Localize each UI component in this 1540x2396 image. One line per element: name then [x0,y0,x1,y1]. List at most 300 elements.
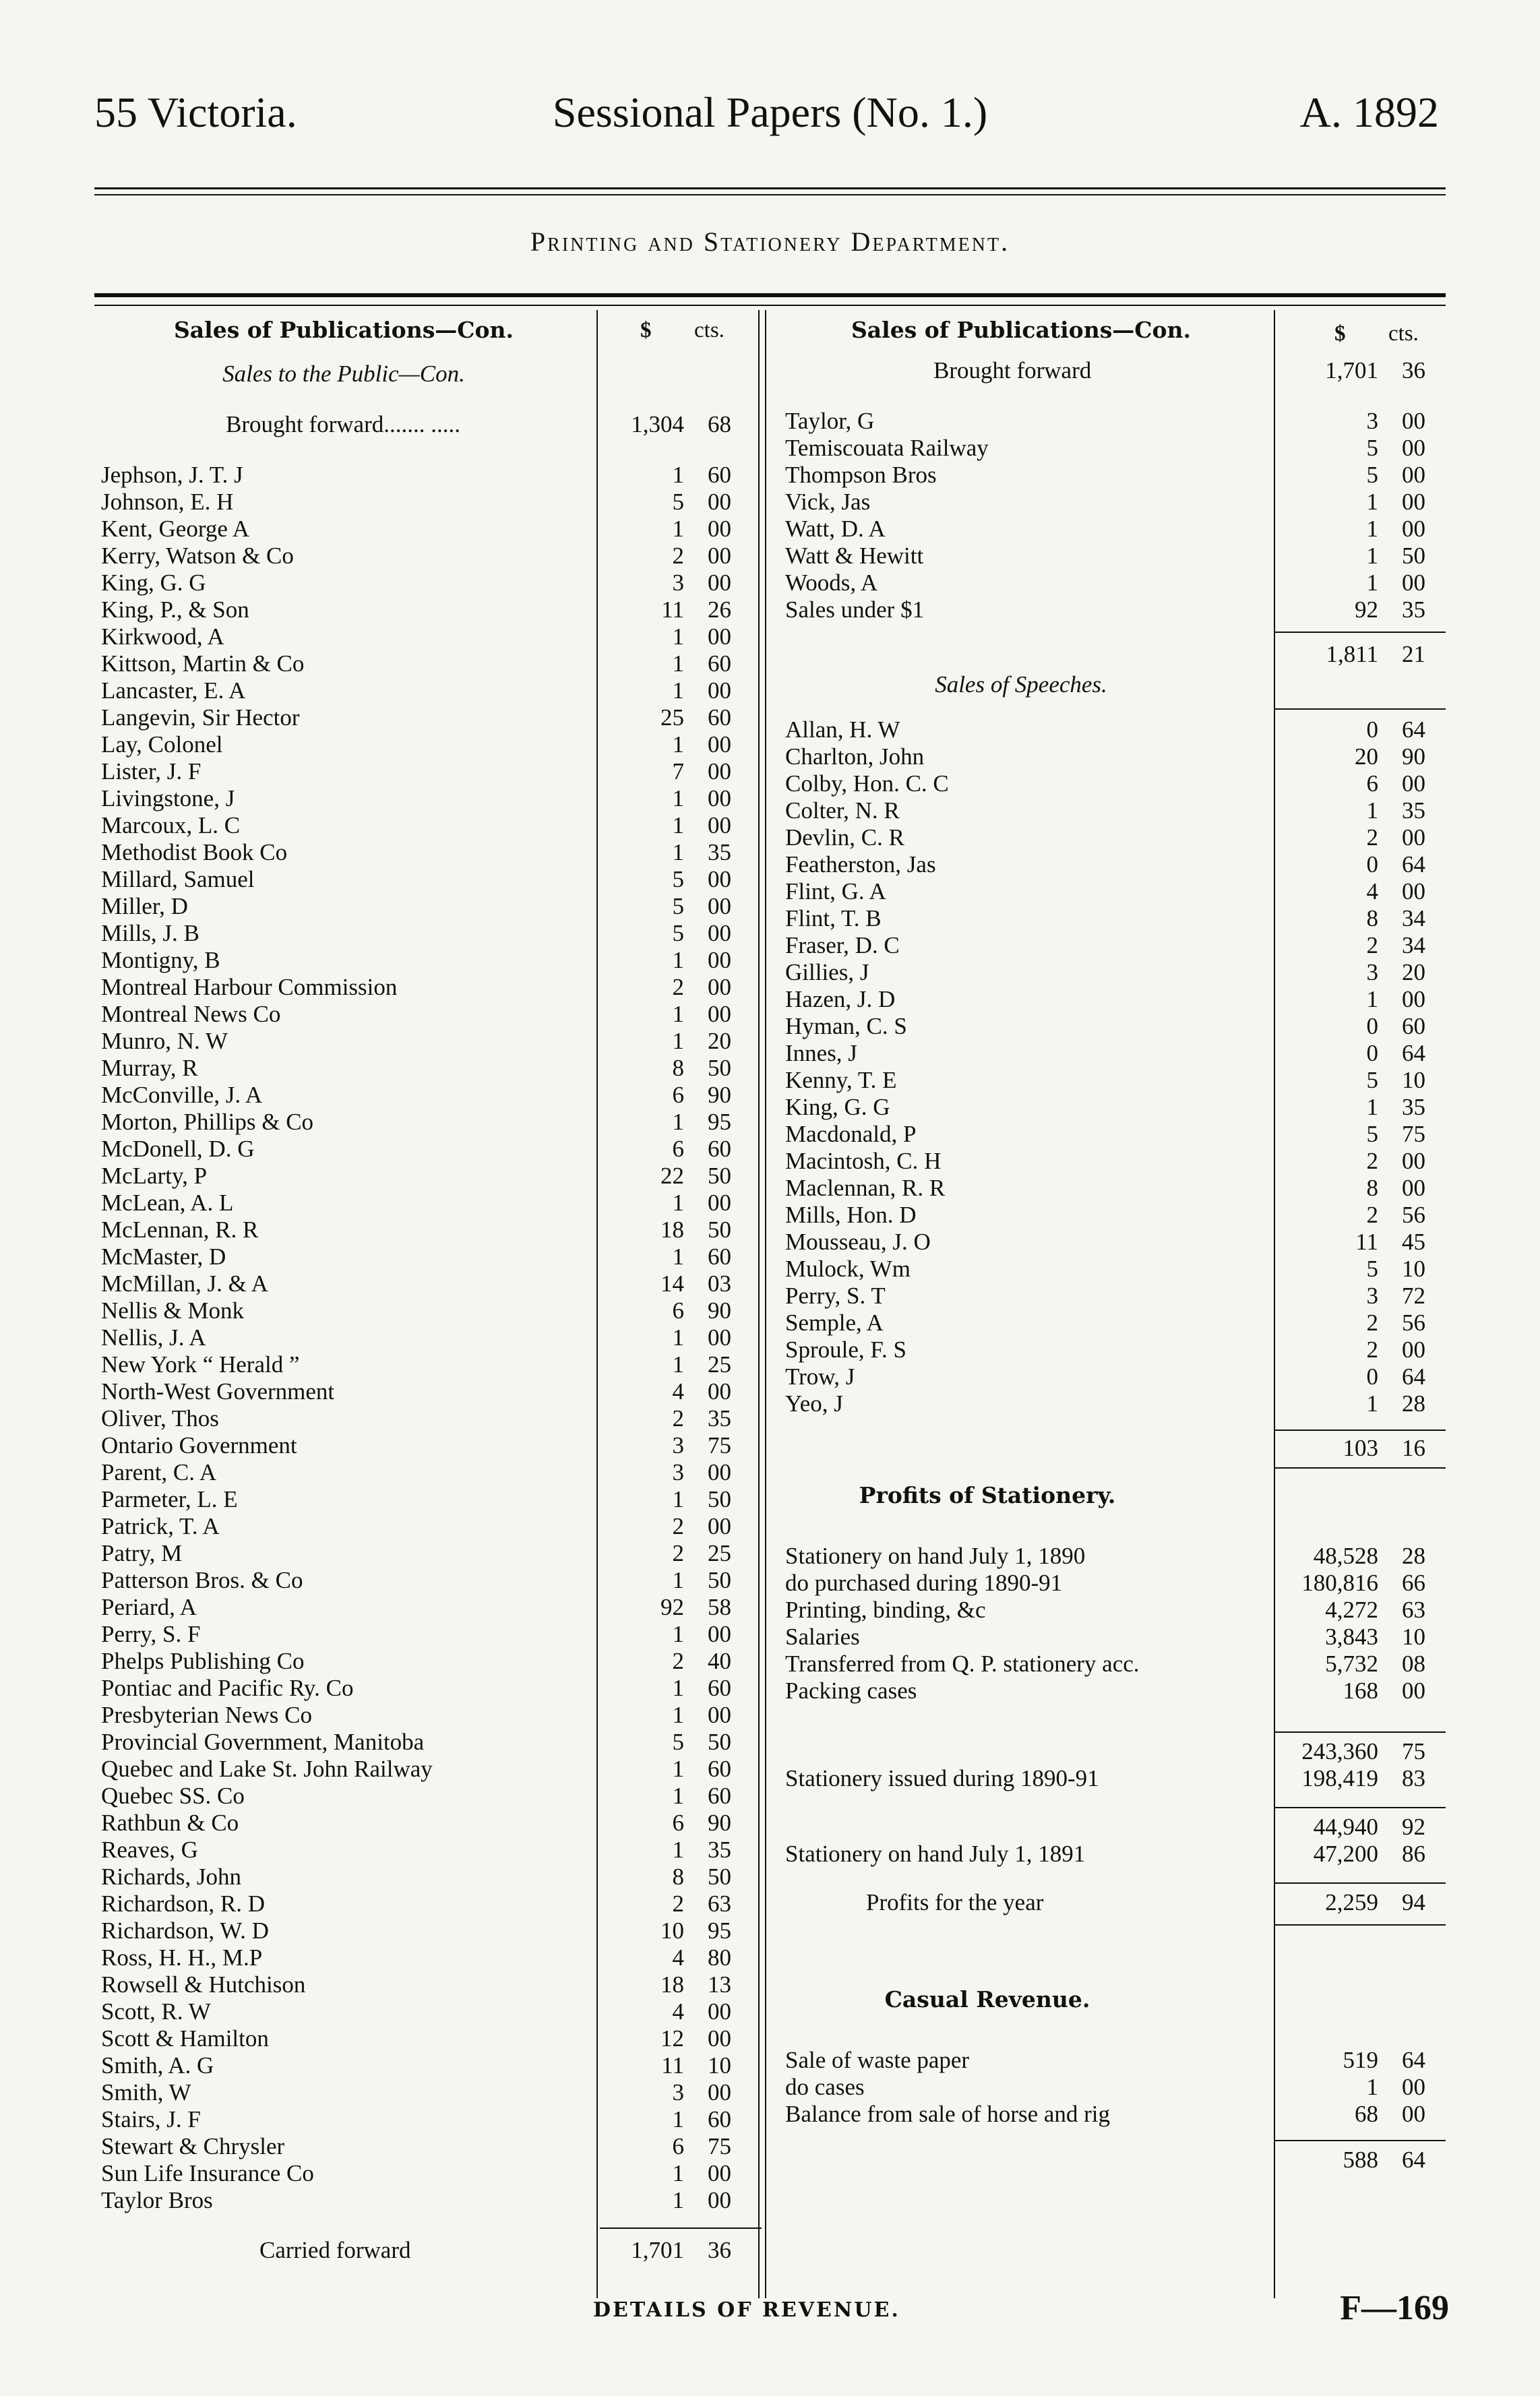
speeches-top-rule [1274,708,1446,710]
entry-cents: 50 [708,1217,731,1243]
table-row [101,1567,751,1594]
entry-name: Sun Life Insurance Co [101,2160,314,2186]
entry-dollars: 48,528 [1313,1543,1378,1569]
page-number: F—169 [1340,2289,1449,2327]
entry-name: Patrick, T. A [101,1513,220,1539]
table-row [101,893,751,920]
table-row [785,932,1446,959]
table-row [785,1067,1446,1094]
entry-cents: 10 [708,2052,731,2079]
entry-name: Oliver, Thos [101,1405,219,1432]
entry-cents: 35 [708,1405,731,1432]
right-subtotal-dollars: 1,811 [1326,641,1378,667]
entry-dollars: 0 [1366,1013,1378,1039]
entry-name: North-West Government [101,1378,335,1405]
entry-name: Richardson, W. D [101,1917,269,1944]
entry-dollars: 1 [1366,797,1378,824]
entry-name: King, P., & Son [101,596,249,623]
table-row [101,1190,751,1217]
entry-name: Hazen, J. D [785,986,896,1012]
table-row [101,1082,751,1109]
entry-cents: 60 [708,1136,731,1162]
entry-dollars: 1 [672,1567,684,1593]
entry-cents: 10 [1402,1067,1425,1093]
entry-cents: 00 [708,893,731,919]
diff-row [785,1814,1446,1841]
right-brought-forward-label: Brought forward [933,357,1092,383]
table-row [785,1390,1446,1417]
entry-cents: 95 [708,1917,731,1944]
table-row [785,1013,1446,1040]
left-section-heading [101,317,586,344]
entry-name: Mills, J. B [101,920,199,946]
entry-cents: 20 [1402,959,1425,985]
entry-cents: 00 [708,812,731,838]
entry-cents: 58 [708,1594,731,1620]
table-row [101,1729,751,1756]
entry-cents: 35 [1402,797,1425,824]
right-subtotal-row [785,641,1446,668]
casual-total-cents: 64 [1402,2147,1425,2173]
entry-cents: 20 [708,1028,731,1054]
entry-dollars: 1 [1366,543,1378,569]
entry-dollars: 168 [1343,1678,1378,1704]
entry-cents: 60 [708,462,731,488]
table-row [101,1055,751,1082]
entry-dollars: 4,272 [1325,1597,1378,1623]
profits-sum-row [785,1738,1446,1765]
entry-name: Colby, Hon. C. C [785,770,949,797]
entry-cents: 00 [708,677,731,704]
left-section-text: Sales of Publications—Con. [173,317,514,343]
entry-dollars: 2 [1366,932,1378,958]
entry-cents: 25 [708,1540,731,1566]
entry-cents: 00 [1402,570,1425,596]
table-row [101,866,751,893]
table-row [101,1783,751,1810]
casual-entries [785,2047,1446,2128]
entry-dollars: 1 [1366,1390,1378,1417]
entry-name: Kent, George A [101,516,249,542]
profit-year-cents: 94 [1402,1889,1425,1915]
entry-cents: 64 [1402,1040,1425,1066]
issued-dollars: 198,419 [1301,1765,1378,1791]
entry-dollars: 1 [1366,516,1378,542]
table-row [101,1944,751,1971]
entry-dollars: 4 [1366,878,1378,904]
table-row [101,947,751,974]
table-row [101,1297,751,1324]
entry-dollars: 2 [672,1540,684,1566]
table-row [785,986,1446,1013]
entry-cents: 00 [708,866,731,892]
entry-cents: 00 [708,1998,731,2025]
table-row [785,1202,1446,1229]
entry-cents: 00 [708,1378,731,1405]
entry-dollars: 3 [1366,408,1378,434]
left-entries [101,462,751,2214]
table-row [101,2160,751,2187]
entry-dollars: 2 [672,974,684,1000]
entry-cents: 66 [1402,1570,1425,1596]
right-brought-forward-cents: 36 [1402,357,1425,383]
profits-sum-cents: 75 [1402,1738,1425,1764]
entry-cents: 95 [708,1109,731,1135]
entry-name: McLarty, P [101,1163,208,1189]
entry-name: Miller, D [101,893,188,919]
entry-cents: 00 [1402,1175,1425,1201]
table-row [785,1678,1446,1704]
entry-dollars: 5 [672,893,684,919]
entry-name: Presbyterian News Co [101,1702,313,1728]
entry-name: Nellis, J. A [101,1324,206,1351]
entry-dollars: 2 [1366,1202,1378,1228]
entry-dollars: 1 [672,812,684,838]
entry-name: Marcoux, L. C [101,812,241,838]
entry-dollars: 1 [1366,570,1378,596]
table-row [101,1971,751,1998]
left-carried-forward-cents: 36 [708,2237,731,2263]
entry-dollars: 2 [672,1405,684,1432]
entry-dollars: 1 [1366,1094,1378,1120]
entry-dollars: 6 [1366,770,1378,797]
speeches-total-row [785,1435,1446,1462]
entry-cents: 00 [708,2079,731,2106]
entry-dollars: 25 [660,704,684,731]
table-row [101,839,751,866]
entry-cents: 28 [1402,1543,1425,1569]
table-row [101,1459,751,1486]
entry-name: McDonell, D. G [101,1136,255,1162]
entry-dollars: 1 [672,1109,684,1135]
entry-name: Johnson, E. H [101,489,234,515]
entry-dollars: 5 [1366,435,1378,461]
entry-dollars: 2 [1366,824,1378,851]
entry-cents: 35 [708,1837,731,1863]
entry-cents: 80 [708,1944,731,1971]
entry-cents: 50 [708,1055,731,1081]
entry-cents: 00 [708,1513,731,1539]
entry-dollars: 1 [672,516,684,542]
table-row [101,1594,751,1621]
entry-dollars: 1 [672,650,684,677]
entry-name: Patry, M [101,1540,183,1566]
entry-cents: 50 [708,1486,731,1512]
entry-cents: 00 [708,1702,731,1728]
profits-heading: Profits of Stationery. [859,1482,1116,1508]
entry-dollars: 180,816 [1301,1570,1378,1596]
center-divider [758,310,760,2298]
table-row [101,1675,751,1702]
left-carried-forward-label: Carried forward [259,2237,411,2263]
entry-dollars: 3,843 [1325,1624,1378,1650]
table-row [101,1136,751,1163]
entry-dollars: 5 [672,920,684,946]
casual-heading: Casual Revenue. [884,1986,1090,2013]
entry-dollars: 18 [660,1217,684,1243]
entry-dollars: 1 [672,785,684,811]
details-of-revenue: DETAILS OF REVENUE. [593,2298,900,2322]
entry-cents: 35 [1402,1094,1425,1120]
right-brought-forward-dollars: 1,701 [1325,357,1378,383]
entry-cents: 56 [1402,1202,1425,1228]
entry-cents: 00 [1402,516,1425,542]
table-row [785,2101,1446,2128]
entry-name: King, G. G [785,1094,890,1120]
entry-cents: 50 [708,1567,731,1593]
entry-name: Devlin, C. R [785,824,904,851]
entry-dollars: 1 [1366,489,1378,515]
table-row [101,677,751,704]
entry-cents: 45 [1402,1229,1425,1255]
issued-row [785,1765,1446,1792]
table-row [785,2074,1446,2101]
entry-name: Yeo, J [785,1390,843,1417]
entry-name: Temiscouata Railway [785,435,989,461]
entry-name: Ontario Government [101,1432,297,1458]
entry-name: Patterson Bros. & Co [101,1567,303,1593]
table-row [785,1363,1446,1390]
entry-name: Nellis & Monk [101,1297,244,1324]
entry-name: Murray, R [101,1055,198,1081]
entry-dollars: 6 [672,1136,684,1162]
entry-cents: 00 [1402,1148,1425,1174]
table-row [785,959,1446,986]
table-row [101,2187,751,2214]
entry-cents: 72 [1402,1283,1425,1309]
entry-dollars: 1 [672,1837,684,1863]
issued-label: Stationery issued during 1890-91 [785,1765,1099,1791]
table-row [785,1094,1446,1121]
speeches-total-under [1274,1467,1446,1469]
table-row [785,1543,1446,1570]
entry-cents: 60 [708,1756,731,1782]
entry-name: McConville, J. A [101,1082,263,1108]
entry-cents: 26 [708,596,731,623]
entry-cents: 64 [1402,851,1425,878]
profits-sum-rule [1274,1731,1446,1733]
entry-dollars: 1 [672,1190,684,1216]
entry-dollars: 92 [660,1594,684,1620]
entry-name: Periard, A [101,1594,197,1620]
entry-dollars: 1 [672,1702,684,1728]
entry-cents: 60 [1402,1013,1425,1039]
entry-cents: 75 [1402,1121,1425,1147]
left-column [101,317,751,2264]
table-row [785,516,1446,543]
entry-name: Scott & Hamilton [101,2025,269,2052]
table-row [101,1432,751,1459]
entry-name: Taylor, G [785,408,875,434]
entry-cents: 00 [708,543,731,569]
speeches-total-dollars: 103 [1343,1435,1378,1461]
table-row [785,1121,1446,1148]
entry-cents: 75 [708,1432,731,1458]
left-cents-head: cts. [694,318,725,342]
entry-cents: 75 [708,2133,731,2159]
left-dollar-head: $ [640,318,652,342]
entry-name: Quebec SS. Co [101,1783,245,1809]
entry-cents: 00 [1402,986,1425,1012]
entry-name: Perry, S. T [785,1283,886,1309]
entry-name: McLean, A. L [101,1190,234,1216]
table-row [101,462,751,489]
entry-dollars: 5 [1366,1067,1378,1093]
table-row [785,1256,1446,1283]
left-carried-forward-dollars: 1,701 [631,2237,684,2263]
entry-cents: 00 [708,920,731,946]
entry-cents: 64 [1402,716,1425,743]
entry-cents: 40 [708,1648,731,1674]
table-row [101,785,751,812]
entry-dollars: 1 [672,462,684,488]
entry-dollars: 0 [1366,1040,1378,1066]
entry-cents: 00 [708,974,731,1000]
table-row [101,731,751,758]
left-section-heading-row [101,317,751,357]
entry-dollars: 1 [672,1783,684,1809]
speeches-total-cents: 16 [1402,1435,1425,1461]
table-row [785,1310,1446,1337]
entry-cents: 60 [708,1783,731,1809]
entry-cents: 00 [708,489,731,515]
table-row [101,1540,751,1567]
entry-dollars: 0 [1366,851,1378,878]
entry-name: Parmeter, L. E [101,1486,238,1512]
table-row [785,743,1446,770]
entry-cents: 00 [708,1324,731,1351]
entry-dollars: 4 [672,1378,684,1405]
table-row [101,1028,751,1055]
entry-name: Macdonald, P [785,1121,917,1147]
entry-cents: 60 [708,1675,731,1701]
entry-name: Packing cases [785,1678,917,1704]
entry-dollars: 22 [660,1163,684,1189]
entry-dollars: 8 [1366,1175,1378,1201]
left-brought-forward-cents: 68 [708,411,731,437]
entry-dollars: 1 [672,2187,684,2213]
entry-cents: 00 [708,1190,731,1216]
entry-dollars: 3 [1366,1283,1378,1309]
entry-cents: 00 [1402,2101,1425,2127]
entry-dollars: 3 [672,2079,684,2106]
table-row [785,543,1446,570]
table-row [785,2047,1446,2074]
profit-year-under [1274,1924,1446,1926]
table-row [785,1624,1446,1651]
entry-cents: 00 [1402,1678,1425,1704]
onhand-row [785,1841,1446,1868]
entry-dollars: 5 [672,1729,684,1755]
right-cents-head: cts. [1388,321,1419,346]
entry-cents: 00 [708,516,731,542]
entry-name: Parent, C. A [101,1459,217,1485]
entry-name: Perry, S. F [101,1621,201,1647]
table-row [101,1702,751,1729]
diff-rule [1274,1807,1446,1808]
table-row [785,1229,1446,1256]
entry-name: Semple, A [785,1310,884,1336]
entry-dollars: 5 [1366,1256,1378,1282]
entry-name: Flint, G. A [785,878,886,904]
entry-dollars: 1 [672,839,684,865]
table-row [101,2025,751,2052]
entry-dollars: 6 [672,2133,684,2159]
entry-cents: 00 [1402,2074,1425,2100]
entry-name: Macintosh, C. H [785,1148,942,1174]
table-row [101,1756,751,1783]
entry-name: Methodist Book Co [101,839,288,865]
entry-cents: 00 [708,623,731,650]
table-row [101,1163,751,1190]
entry-name: Trow, J [785,1363,855,1390]
entry-name: Livingstone, J [101,785,235,811]
diff-dollars: 44,940 [1313,1814,1378,1840]
entry-name: Printing, binding, &c [785,1597,986,1623]
profit-year-rule [1274,1882,1446,1884]
table-row [785,570,1446,596]
entry-dollars: 5 [1366,1121,1378,1147]
profits-entries [785,1543,1446,1704]
table-row [101,974,751,1001]
right-subtotal-rule [1274,632,1446,633]
entry-dollars: 1 [672,1756,684,1782]
right-subtotal-cents: 21 [1402,641,1425,667]
table-row [785,1651,1446,1678]
entry-name: Taylor Bros [101,2187,213,2213]
entry-cents: 50 [708,1163,731,1189]
entry-cents: 00 [1402,489,1425,515]
left-carried-forward-row [101,2237,751,2264]
table-row [101,1864,751,1891]
entry-cents: 13 [708,1971,731,1998]
entry-dollars: 1 [672,1243,684,1270]
entry-dollars: 2 [672,543,684,569]
entry-cents: 00 [708,2187,731,2213]
entry-dollars: 18 [660,1971,684,1998]
table-top-rule [94,293,1446,297]
entry-cents: 00 [1402,408,1425,434]
entry-cents: 60 [708,704,731,731]
entry-cents: 00 [708,1621,731,1647]
entry-name: McMillan, J. & A [101,1270,268,1297]
table-row [101,1217,751,1243]
entry-name: McLennan, R. R [101,1217,259,1243]
entry-name: Provincial Government, Manitoba [101,1729,425,1755]
table-row [101,1998,751,2025]
entry-name: Millard, Samuel [101,866,255,892]
entry-name: Mills, Hon. D [785,1202,917,1228]
entry-dollars: 4 [672,1944,684,1971]
table-row [101,623,751,650]
speeches-total-rule [1274,1430,1446,1431]
table-row [101,812,751,839]
table-row [785,408,1446,435]
entry-cents: 60 [708,650,731,677]
entry-cents: 00 [1402,1337,1425,1363]
year-label: A. 1892 [1299,88,1439,136]
profits-sum-dollars: 243,360 [1301,1738,1378,1764]
table-row [101,1621,751,1648]
table-row [785,878,1446,905]
entry-dollars: 11 [1355,1229,1378,1255]
table-row [101,2052,751,2079]
table-row [101,650,751,677]
entry-name: Morton, Phillips & Co [101,1109,314,1135]
diff-cents: 92 [1402,1814,1425,1840]
entry-name: Pontiac and Pacific Ry. Co [101,1675,354,1701]
entry-cents: 10 [1402,1256,1425,1282]
